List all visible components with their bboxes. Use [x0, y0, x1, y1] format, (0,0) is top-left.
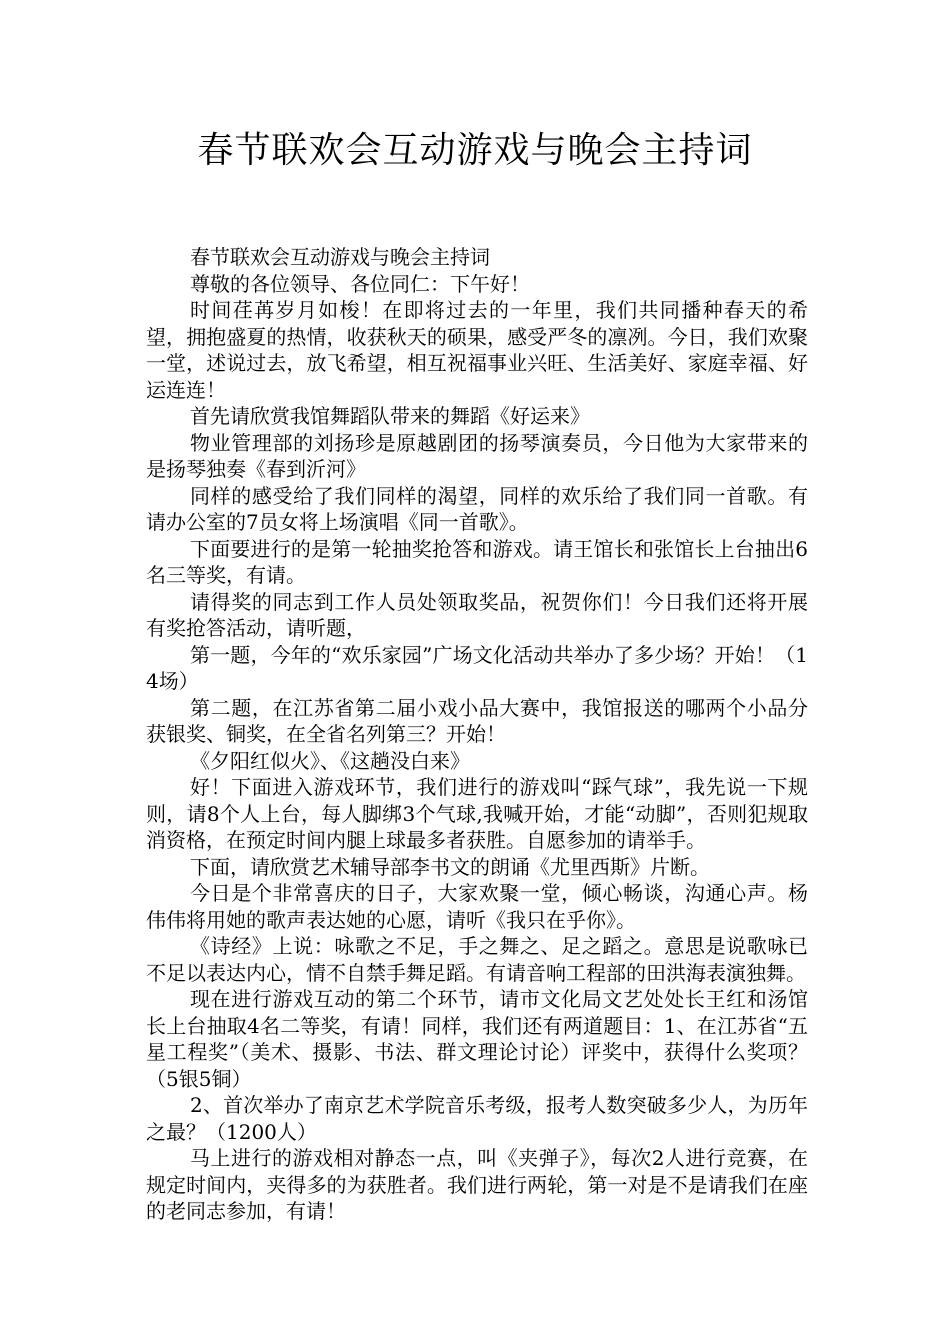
paragraph: 首先请欣赏我馆舞蹈队带来的舞蹈《好运来》 — [190, 404, 590, 428]
paragraph: 第一题，今年的“欢乐家园”广场文化活动共举办了多少场？开始！（14场） — [146, 642, 808, 693]
paragraph: 好！下面进入游戏环节，我们进行的游戏叫“踩气球”，我先说一下规则，请8个人上台，每人脚绑3个气球,我喊开始，才能“动脚”，否则犯规取消资格，在预定时间内腿上球最多者获胜。自愿参加的请举手。 — [146, 775, 808, 852]
paragraph: 同样的感受给了我们同样的渴望，同样的欢乐给了我们同一首歌。有请办公室的7员女将上场演唱《同一首歌》。 — [146, 483, 808, 534]
paragraph: 尊敬的各位领导、各位同仁：下午好！ — [190, 271, 530, 296]
paragraph: 下面要进行的是第一轮抽奖抢答和游戏。请王馆长和张馆长上台抽出6名三等奖，有请。 — [146, 536, 808, 587]
document-title: 春节联欢会互动游戏与晚会主持词 — [197, 130, 753, 171]
document-body — [146, 244, 808, 1225]
paragraph: 现在进行游戏互动的第二个环节，请市文化局文艺处处长王红和汤馆长上台抽取4名二等奖，有请！同样，我们还有两道题目：1、在江苏省“五星工程奖”（美术、摄影、书法、群文理论讨论）评奖中，获得什么奖项？（5银5铜） — [146, 987, 808, 1091]
paragraph: 马上进行的游戏相对静态一点，叫《夹弹子》，每次2人进行竞赛，在规定时间内，夹得多的为获胜者。我们进行两轮，第一对是不是请我们在座的老同志参加，有请！ — [146, 1146, 808, 1223]
paragraph: 2、首次举办了南京艺术学院音乐考级，报考人数突破多少人，为历年之最？（1200人） — [146, 1093, 808, 1144]
paragraph: 请得奖的同志到工作人员处领取奖品，祝贺你们！今日我们还将开展有奖抢答活动，请听题， — [146, 589, 808, 640]
paragraph: 今日是个非常喜庆的日子，大家欢聚一堂，倾心畅谈，沟通心声。杨伟伟将用她的歌声表达她的心愿，请听《我只在乎你》。 — [146, 881, 808, 932]
paragraph: 物业管理部的刘扬珍是原越剧团的扬琴演奏员，今日他为大家带来的是扬琴独奏《春到沂河》 — [146, 430, 808, 481]
paragraph: 《夕阳红似火》、《这趟没白来》 — [190, 748, 470, 773]
paragraph: 第二题，在江苏省第二届小戏小品大赛中，我馆报送的哪两个小品分获银奖、铜奖，在全省名列第三？开始！ — [146, 695, 808, 746]
paragraph: 下面，请欣赏艺术辅导部李书文的朗诵《尤里西斯》片断。 — [190, 854, 710, 879]
paragraph: 时间荏苒岁月如梭！在即将过去的一年里，我们共同播种春天的希望，拥抱盛夏的热情，收获秋天的硕果，感受严冬的凛冽。今日，我们欢聚一堂，述说过去，放飞希望，相互祝福事业兴旺、生活美好、家庭幸福、好运连连！ — [146, 298, 808, 402]
paragraph: 《诗经》上说：咏歌之不足，手之舞之、足之蹈之。意思是说歌咏已不足以表达内心，情不自禁手舞足蹈。有请音响工程部的田洪海表演独舞。 — [146, 934, 808, 985]
paragraph: 春节联欢会互动游戏与晚会主持词 — [190, 245, 490, 269]
